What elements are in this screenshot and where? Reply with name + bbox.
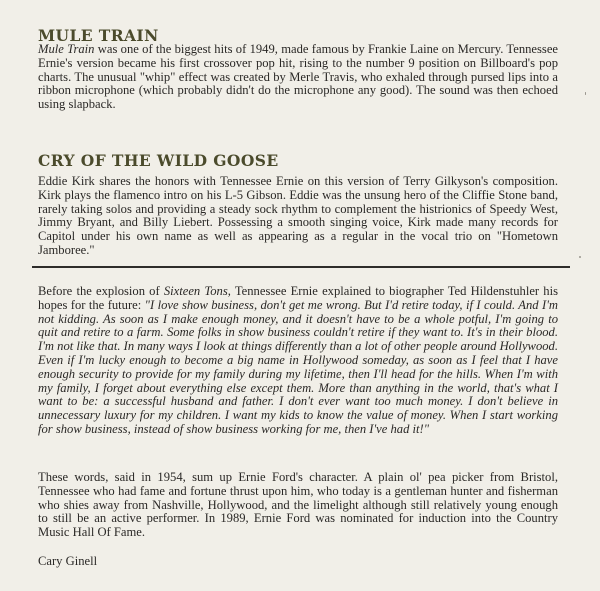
paper-speck [585, 92, 586, 95]
section-body-mule-train [38, 43, 558, 112]
section-text: was one of the biggest hits of 1949, made famous by Frankie Laine on Mercury. Tennessee Ernie's version became his first crossover pop hit, rising to the number 9 position on Billboard's pop charts. The unusual "whip" effect was created by Merle Travis, who exhaled through pursed lips into a ribbon microphone (which probably didn't do the microphone any good). The sound was then echoed using slapback. [38, 42, 559, 112]
section-title-cry-of-the-wild-goose: CRY OF THE WILD GOOSE [38, 151, 279, 170]
author-signature: Cary Ginell [38, 554, 98, 568]
bleed-through-text [300, 14, 304, 28]
essay-intro-before: Before the explosion of [38, 284, 164, 298]
section-divider [32, 266, 570, 268]
ernie-ford-quote: "I love show business, don't get me wrong. But I'd retire today, if I could. And I'm not kidding. As soon as I make enough money, and it doesn't have to be a whole potful, I'm going to quit and retire to a farm. Some folks in show business couldn't retire if they want to. It's in their blood. I'm not like that. In many ways I look at things differently than a lot of other people around Hollywood. Even if I'm lucky enough to become a big name in Hollywood someday, as soon as I feel that I have enough security to provide for my family during my lifetime, then I'll head for the hills. When I'm with my family, I forget about everything else except them. More than anything in the world, that's what I want to be: a successful husband and father. I don't ever want too much money. I don't believe in unnecessary luxury for my children. I want my kids to know the value of money. When I start working for show business, instead of show business working for me, then I've had it!" [38, 297, 558, 436]
essay-intro-after: Tennessee Ernie explained to biographer Ted Hildenstuhler his hopes for the future: [38, 284, 559, 312]
section-text: Eddie Kirk shares the honors with Tennessee Ernie on this version of Terry Gilkyson's composition. Kirk plays the flamenco intro on his L-5 Gibson. Eddie was the unsung hero of the Cliffie Stone band, rarely taking solos and providing a steady sock rhythm to complement the histrionics of Speedy West, Jimmy Bryant, and Billy Liebert. Possessing a smooth singing voice, Kirk made many records for Capitol under his own name as well as appearing as a regular in the vocal trio on "Hometown Jamboree." [38, 174, 558, 257]
essay-paragraph-quote [38, 285, 558, 437]
essay-paragraph-closing: These words, said in 1954, sum up Ernie Ford's character. A plain ol' pea picker from Bristol, Tennessee who had fame and fortune thrust upon him, who today is a gentleman hunter and fisherman who shies away from Nashville, Hollywood, and the limelight although still relatively young enough to still be an active performer. In 1989, Ernie Ford was nominated for induction into the Country Music Hall Of Fame. [38, 470, 558, 540]
song-title-italic: Sixteen Tons, [163, 284, 231, 298]
song-title-italic: Mule Train [38, 42, 95, 56]
section-title-mule-train: MULE TRAIN [38, 26, 159, 45]
paper-speck [579, 256, 581, 258]
section-body-cry-of-the-wild-goose [38, 175, 558, 258]
